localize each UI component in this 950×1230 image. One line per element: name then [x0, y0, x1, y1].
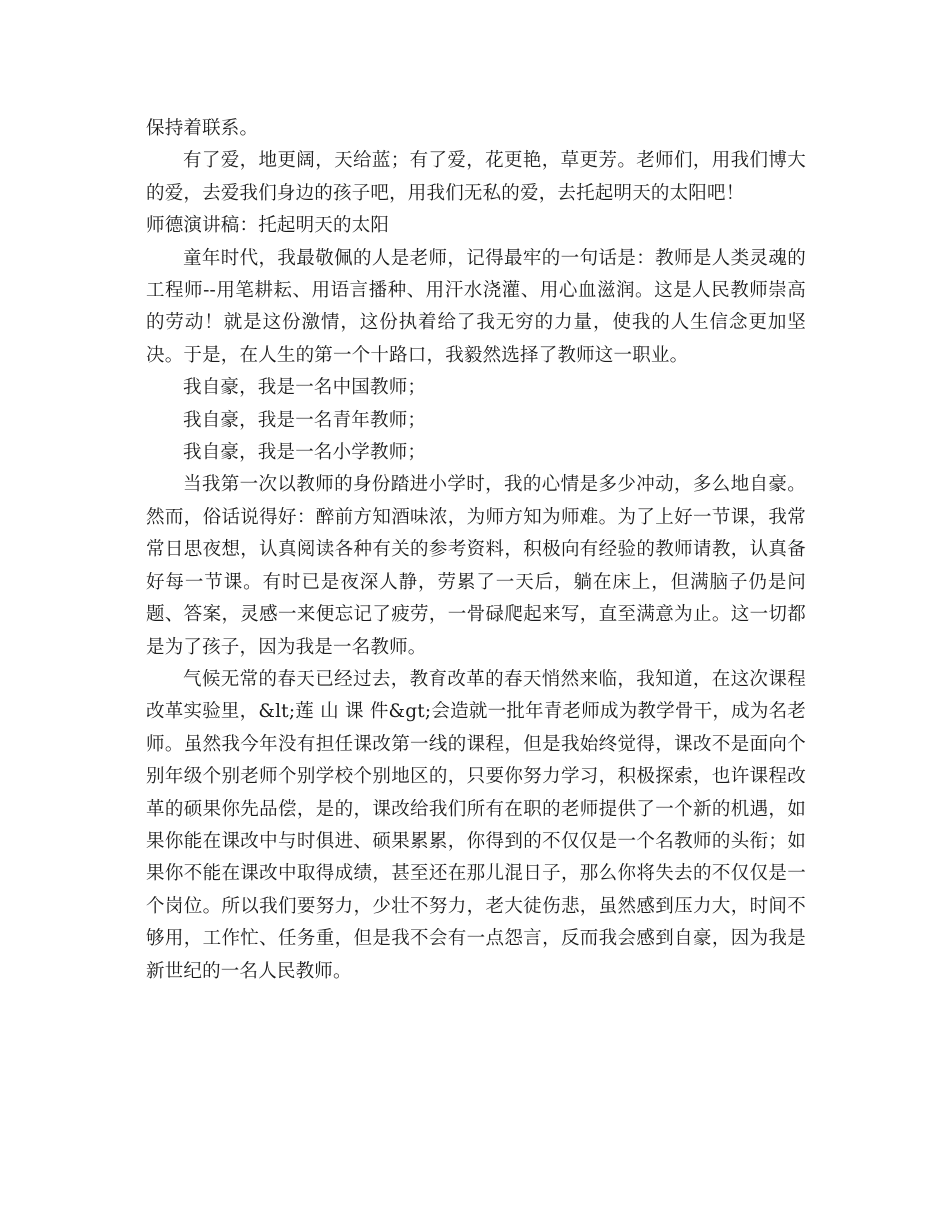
paragraph-reform: 气候无常的春天已经过去，教育改革的春天悄然来临，我知道，在这次课程改革实验里，&lt;莲 山 课 件&gt;会造就一批年青老师成为教学骨干，成为名老师。虽然我今年没有担任课改第一线的课程，但是我始终觉得，课改不是面向个别年级个别老师个别学校个别地区的，只要你努力学习，积极探索，也许课程改革的硕果你先品偿，是的，课改给我们所有在职的老师提供了一个新的机遇，如果你能在课改中与时俱进、硕果累累，你得到的不仅仅是一个名教师的头衔；如果你不能在课改中取得成绩，甚至还在那儿混日子，那么你将失去的不仅仅是一个岗位。所以我们要努力，少壮不努力，老大徒伤悲，虽然感到压力大，时间不够用，工作忙、任务重，但是我不会有一点怨言，反而我会感到自豪，因为我是新世纪的一名人民教师。 [146, 668, 806, 982]
paragraph-proud-primary: 我自豪，我是一名小学教师； [183, 442, 427, 464]
paragraph-childhood: 童年时代，我最敬佩的人是老师，记得最牢的一句话是：教师是人类灵魂的工程师--用笔耕耘、用语言播种、用汗水浇灌、用心血滋润。这是人民教师崇高的劳动！就是这份激情，这份执着给了我无穷的力量，使我的人生信念更加坚决。于是，在人生的第一个十路口，我毅然选择了教师这一职业。 [146, 247, 806, 366]
section-heading: 师德演讲稿：托起明天的太阳 [146, 215, 390, 237]
document-body [146, 113, 806, 988]
paragraph-first-day: 当我第一次以教师的身份踏进小学时，我的心情是多少冲动，多么地自豪。然而，俗话说得好：醉前方知酒味浓，为师方知为师难。为了上好一节课，我常常日思夜想，认真阅读各种有关的参考资料，积极向有经验的教师请教，认真备好每一节课。有时已是夜深人静，劳累了一天后，躺在床上，但满脑子仍是问题、答案，灵感一来便忘记了疲劳，一骨碌爬起来写，直至满意为止。这一切都是为了孩子，因为我是一名教师。 [146, 474, 806, 658]
paragraph-love: 有了爱，地更阔，天给蓝；有了爱，花更艳，草更芳。老师们，用我们博大的爱，去爱我们身边的孩子吧，用我们无私的爱，去托起明天的太阳吧！ [146, 150, 806, 204]
paragraph-continuation: 保持着联系。 [146, 118, 259, 139]
paragraph-proud-chinese: 我自豪，我是一名中国教师； [183, 377, 427, 399]
paragraph-proud-young: 我自豪，我是一名青年教师； [183, 409, 427, 431]
